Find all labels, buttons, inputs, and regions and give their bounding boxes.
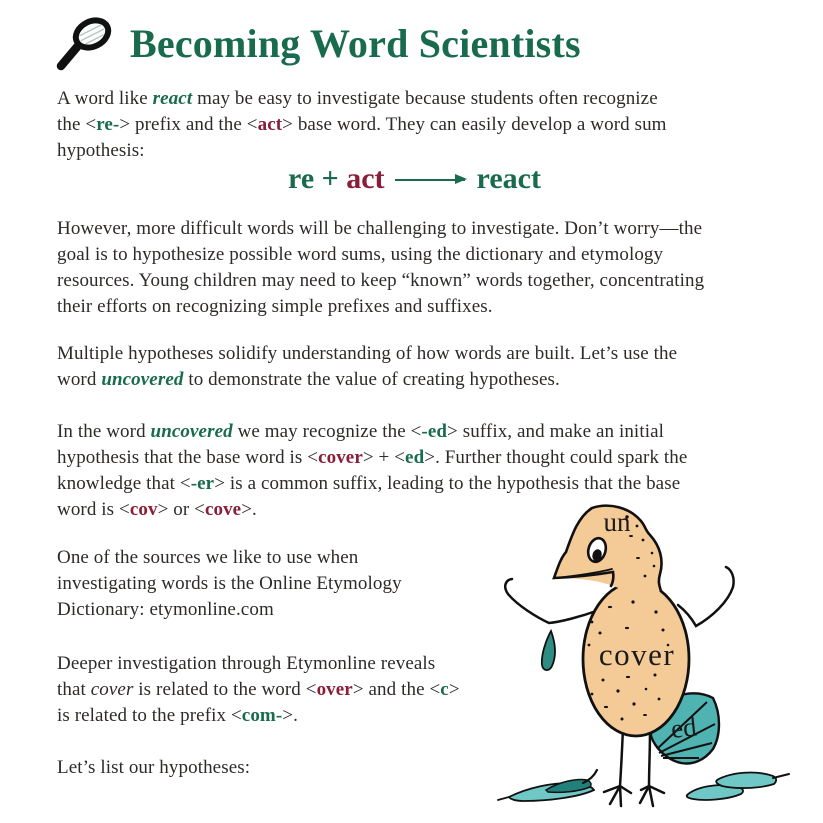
arrow-icon [395, 179, 465, 181]
magnifying-glass-icon [56, 16, 116, 72]
text-run: word [57, 369, 102, 390]
text-run: Deeper investigation through Etymonline reveals [57, 653, 436, 674]
text-run: is related to the word < [133, 679, 317, 700]
text-run: > and the < [352, 679, 441, 700]
bird-body-label: cover [598, 637, 676, 672]
text-run: c [440, 679, 449, 700]
text-run: However, more difficult words will be challenging to investigate. Don’t worry—the [57, 218, 703, 239]
text-line [57, 419, 772, 445]
text-run: hypothesis: [57, 140, 145, 161]
text-line [57, 112, 772, 138]
text-line [57, 341, 772, 367]
text-run: > base word. They can easily develop a word sum [282, 114, 667, 135]
ground-feathers-right [687, 773, 789, 800]
paragraph-list-hypotheses [57, 755, 457, 781]
paragraph-etymonline-source [57, 545, 537, 623]
text-run: re- [96, 114, 120, 135]
text-run: act [257, 114, 283, 135]
text-line [57, 268, 772, 294]
text-run: cov [129, 499, 158, 520]
page-title: Becoming Word Scientists [130, 21, 581, 66]
paragraph-multiple-hypotheses [57, 341, 772, 393]
paragraph-difficult-words [57, 216, 772, 320]
text-run: cove [204, 499, 242, 520]
text-run: over [316, 679, 353, 700]
word-sum-formula [57, 159, 772, 199]
text-line [57, 242, 772, 268]
text-run: > + < [362, 447, 406, 468]
text-line [57, 159, 772, 199]
text-run: >. [241, 499, 257, 520]
text-line [57, 86, 772, 112]
text-line [57, 445, 772, 471]
text-run: A word like [57, 88, 153, 109]
bird-head-label: un [603, 507, 631, 537]
text-run: ed [405, 447, 425, 468]
text-line [57, 597, 537, 623]
paragraph-intro [57, 86, 772, 164]
text-run: > is a common suffix, leading to the hypothesis that the base [214, 473, 681, 494]
text-line [57, 545, 537, 571]
text-run: cover [90, 679, 134, 700]
text-run: the < [57, 114, 97, 135]
text-run: is related to the prefix < [57, 705, 242, 726]
text-line [57, 367, 772, 393]
text-run: >. Further thought could spark the [424, 447, 688, 468]
bird-illustration [488, 488, 823, 823]
text-run: re + [288, 162, 347, 195]
text-run: we may recognize the < [232, 421, 422, 442]
text-line [57, 216, 772, 242]
text-run: > suffix, and make an initial [447, 421, 664, 442]
text-run: resources. Young children may need to keep “known” words together, concentrating [57, 270, 705, 291]
text-run: -er [190, 473, 215, 494]
ground-feathers-left [498, 770, 597, 801]
text-run: may be easy to investigate because students often recognize [192, 88, 658, 109]
text-run: their efforts on recognizing simple prefixes and suffixes. [57, 296, 493, 317]
text-run: One of the sources we like to use when [57, 547, 359, 568]
page-header [56, 16, 581, 72]
text-run: Dictionary: etymonline.com [57, 599, 274, 620]
bird-tail-label: ed [669, 711, 698, 744]
text-run: >. [282, 705, 298, 726]
text-run: knowledge that < [57, 473, 191, 494]
text-line [57, 755, 457, 781]
text-run: react [476, 162, 541, 195]
text-run: react [152, 88, 193, 109]
text-run: act [346, 162, 385, 195]
text-run: > or < [157, 499, 205, 520]
text-run: com- [241, 705, 283, 726]
falling-feather [542, 631, 555, 670]
text-run: Let’s list our hypotheses: [57, 757, 251, 778]
text-run: In the word [57, 421, 151, 442]
text-run: -ed [421, 421, 448, 442]
text-run: that [57, 679, 91, 700]
text-run: hypothesis that the base word is < [57, 447, 319, 468]
text-line [57, 294, 772, 320]
text-run: > [448, 679, 460, 700]
text-run: goal is to hypothesize possible word sums, using the dictionary and etymology [57, 244, 664, 265]
text-run: uncovered [101, 369, 184, 390]
text-run: to demonstrate the value of creating hypotheses. [183, 369, 560, 390]
text-run: Multiple hypotheses solidify understanding of how words are built. Let’s use the [57, 343, 678, 364]
text-run: > prefix and the < [119, 114, 258, 135]
text-run: cover [318, 447, 363, 468]
text-run: investigating words is the Online Etymology [57, 573, 402, 594]
text-run: uncovered [150, 421, 233, 442]
text-run: word is < [57, 499, 130, 520]
text-line [57, 571, 537, 597]
